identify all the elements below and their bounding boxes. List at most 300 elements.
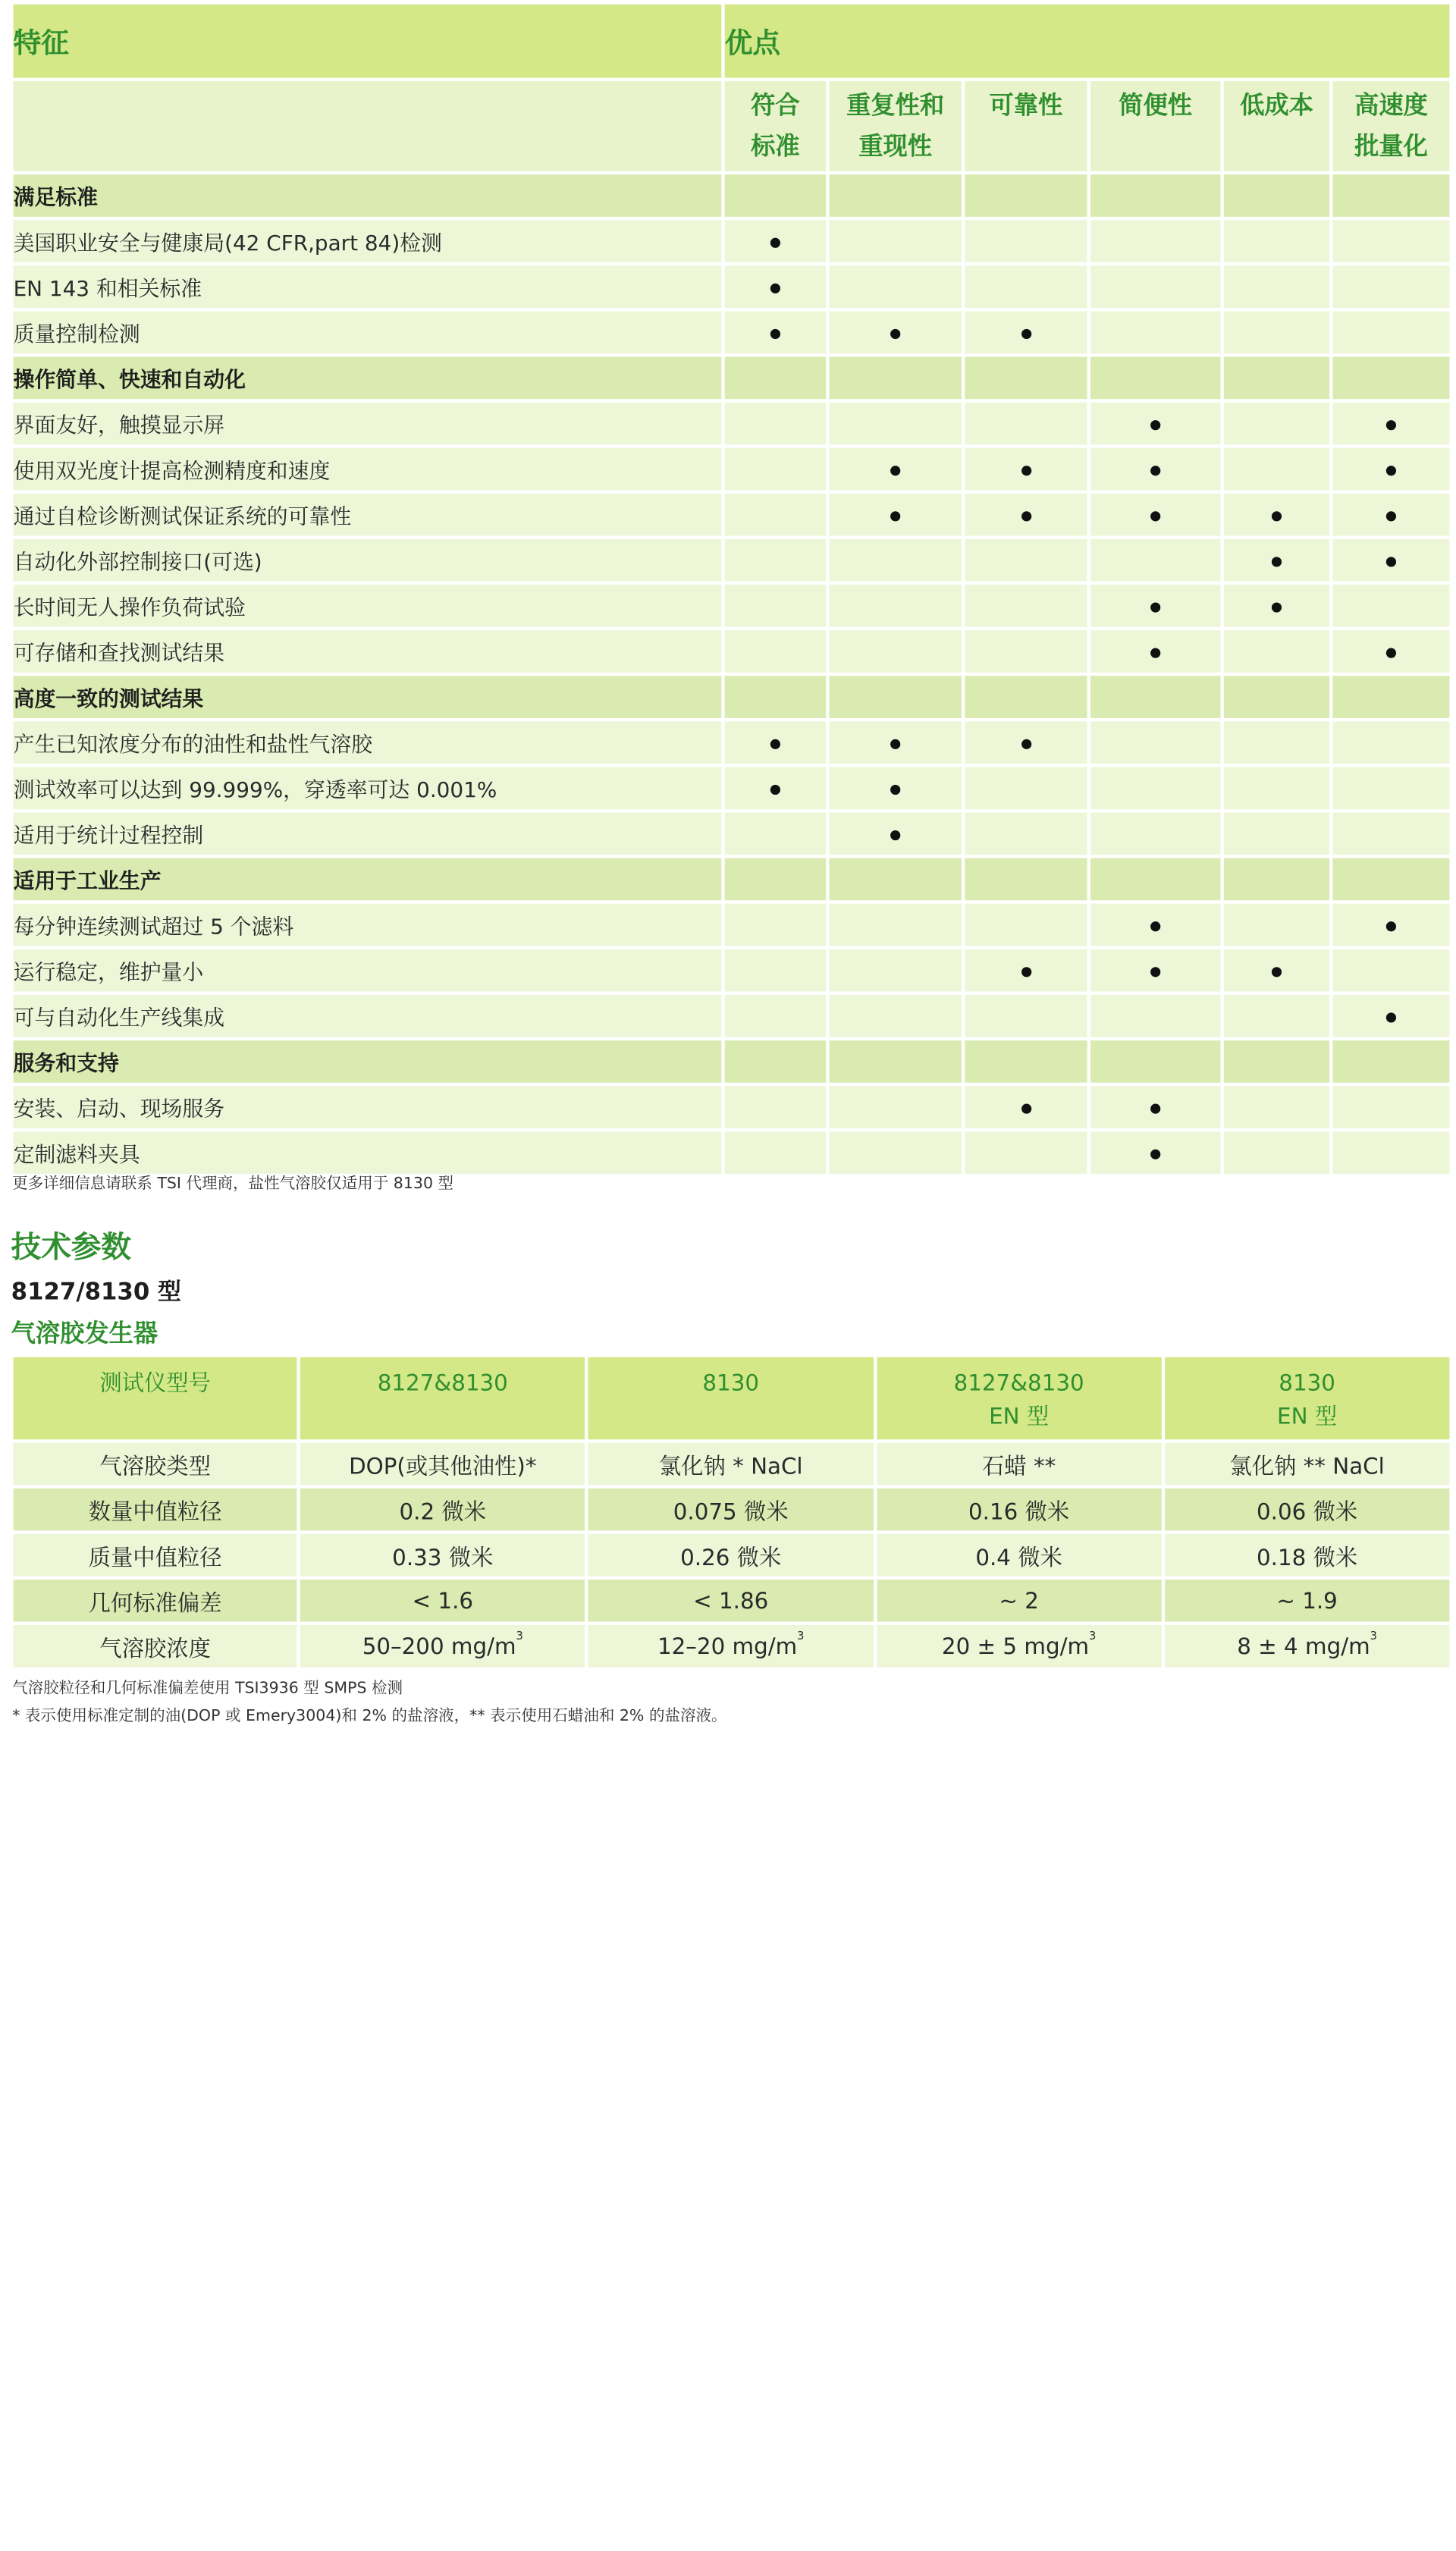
mark-cell [1332, 1086, 1449, 1128]
advantage-header-line: 重复性和 [846, 92, 945, 121]
mark-cell [725, 220, 826, 262]
mark-cell [965, 1040, 1087, 1083]
spec-header-cell [877, 1357, 1162, 1439]
mark-cell [829, 403, 961, 445]
feature-label: 定制滤料夹具 [14, 1131, 722, 1174]
spec-text: 0.075 微米 [673, 1498, 789, 1525]
mark-cell [1224, 1086, 1329, 1128]
mark-cell [1090, 448, 1220, 491]
advantage-header-1 [829, 81, 961, 171]
mark-cell [1224, 539, 1329, 582]
mark-cell [965, 265, 1087, 308]
spec-header-cell [1165, 1357, 1450, 1439]
spec-text: ~ 1.9 [1276, 1587, 1338, 1614]
mark-cell [1090, 630, 1220, 673]
mark-cell [965, 1131, 1087, 1174]
feature-label: 质量控制检测 [14, 311, 722, 353]
mark-cell [1090, 220, 1220, 262]
mark-cell [1090, 721, 1220, 764]
mark-cell [829, 721, 961, 764]
advantage-subheader-row [14, 81, 1450, 171]
bullet-icon [1150, 602, 1160, 612]
bullet-icon [1386, 648, 1396, 657]
mark-cell [829, 630, 961, 673]
spec-value [300, 1489, 585, 1531]
spec-header-line: 测试仪型号 [99, 1369, 211, 1397]
bullet-icon [1150, 921, 1160, 930]
aerosol-generator-title: 气溶胶发生器 [11, 1320, 158, 1349]
bullet-icon [1021, 511, 1031, 521]
mark-cell [1090, 676, 1220, 718]
mark-cell [1090, 858, 1220, 901]
advantage-column-header: 优点 [725, 5, 1450, 78]
feature-row [14, 1131, 1450, 1174]
mark-cell [725, 721, 826, 764]
mark-cell [829, 812, 961, 855]
mark-cell [965, 676, 1087, 718]
mark-cell [725, 858, 826, 901]
feature-row [14, 311, 1450, 353]
spec-row [14, 1580, 1450, 1622]
mark-cell [1332, 904, 1449, 946]
mark-cell [1332, 676, 1449, 718]
bullet-icon [1150, 511, 1160, 521]
mark-cell [965, 767, 1087, 809]
spec-header-line: 8127&8130 [377, 1369, 508, 1397]
mark-cell [1332, 630, 1449, 673]
empty-header-cell [14, 81, 722, 171]
spec-text: < 1.6 [412, 1587, 474, 1614]
bullet-icon [1150, 967, 1160, 977]
mark-cell [1090, 494, 1220, 536]
bullet-icon [1272, 602, 1282, 612]
mark-cell [829, 995, 961, 1037]
mark-cell [1090, 357, 1220, 400]
tech-params-title: 技术参数 [11, 1230, 131, 1266]
mark-cell [725, 995, 826, 1037]
section-label: 操作简单、快速和自动化 [14, 357, 722, 400]
spec-header-cell [300, 1357, 585, 1439]
mark-cell [1332, 174, 1449, 217]
spec-text: ~ 2 [999, 1587, 1039, 1614]
spec-header-cell [14, 1357, 297, 1439]
spec-value [1165, 1443, 1450, 1486]
feature-row [14, 630, 1450, 673]
spec-text: 20 ± 5 mg/m [941, 1633, 1090, 1660]
mark-cell [725, 539, 826, 582]
spec-text: 质量中值粒径 [88, 1543, 222, 1570]
mark-cell [725, 904, 826, 946]
mark-cell [1332, 1040, 1449, 1083]
mark-cell [1224, 949, 1329, 992]
spec-row-label [14, 1443, 297, 1486]
mark-cell [725, 448, 826, 491]
advantage-header-line: 符合 [751, 92, 800, 121]
advantage-header-line: 重现性 [858, 133, 933, 162]
advantage-header-2 [965, 81, 1087, 171]
feature-row [14, 767, 1450, 809]
spec-value [588, 1625, 874, 1668]
mark-cell [1332, 721, 1449, 764]
mark-cell [1332, 767, 1449, 809]
spec-value [1165, 1534, 1450, 1577]
mark-cell [965, 220, 1087, 262]
section-label: 满足标准 [14, 174, 722, 217]
bullet-icon [890, 511, 900, 521]
bullet-icon [1386, 1012, 1396, 1022]
mark-cell [1332, 448, 1449, 491]
mark-cell [1090, 904, 1220, 946]
mark-cell [829, 494, 961, 536]
mark-cell [829, 904, 961, 946]
mark-cell [1224, 630, 1329, 673]
mark-cell [965, 630, 1087, 673]
feature-row [14, 812, 1450, 855]
feature-row [14, 265, 1450, 308]
mark-cell [1224, 448, 1329, 491]
spec-row-label [14, 1580, 297, 1622]
unit-superscript: 3 [797, 1630, 805, 1643]
feature-label: 界面友好，触摸显示屏 [14, 403, 722, 445]
mark-cell [1090, 949, 1220, 992]
mark-cell [725, 630, 826, 673]
spec-value [1165, 1580, 1450, 1622]
contact-note: 更多详细信息请联系 TSI 代理商，盐性气溶胶仅适用于 8130 型 [12, 1175, 454, 1193]
mark-cell [1090, 767, 1220, 809]
spec-text: DOP(或其他油性)* [349, 1452, 537, 1479]
feature-column-header: 特征 [14, 5, 722, 78]
spec-row [14, 1534, 1450, 1577]
spec-header-line: 8130 [1279, 1369, 1335, 1397]
bullet-icon [1150, 419, 1160, 429]
mark-cell [829, 585, 961, 627]
mark-cell [725, 812, 826, 855]
unit-superscript: 3 [1370, 1630, 1377, 1643]
mark-cell [829, 676, 961, 718]
mark-cell [1332, 539, 1449, 582]
feature-row [14, 494, 1450, 536]
advantage-header-0 [725, 81, 826, 171]
mark-cell [725, 357, 826, 400]
mark-cell [1224, 403, 1329, 445]
mark-cell [1332, 585, 1449, 627]
spec-value [300, 1580, 585, 1622]
mark-cell [725, 585, 826, 627]
spec-text: 0.06 微米 [1256, 1498, 1358, 1525]
mark-cell [965, 1086, 1087, 1128]
mark-cell [725, 676, 826, 718]
feature-row [14, 220, 1450, 262]
mark-cell [1090, 403, 1220, 445]
mark-cell [1224, 265, 1329, 308]
spec-row-label [14, 1534, 297, 1577]
advantage-header-3 [1090, 81, 1220, 171]
mark-cell [829, 265, 961, 308]
advantage-header-4 [1224, 81, 1329, 171]
spec-header-line: EN 型 [989, 1402, 1050, 1430]
mark-cell [965, 539, 1087, 582]
feature-row [14, 721, 1450, 764]
feature-label: 通过自检诊断测试保证系统的可靠性 [14, 494, 722, 536]
advantage-header-line: 可靠性 [989, 92, 1063, 121]
feature-row [14, 448, 1450, 491]
bullet-icon [890, 328, 900, 338]
feature-label: 可与自动化生产线集成 [14, 995, 722, 1037]
bullet-icon [890, 830, 900, 839]
spec-value [877, 1580, 1162, 1622]
bullet-icon [1150, 648, 1160, 657]
mark-cell [965, 812, 1087, 855]
mark-cell [829, 1086, 961, 1128]
mark-cell [725, 1131, 826, 1174]
mark-cell [1224, 494, 1329, 536]
measurement-note: 气溶胶粒径和几何标准偏差使用 TSI3936 型 SMPS 检测 [12, 1679, 403, 1698]
mark-cell [1090, 311, 1220, 353]
mark-cell [1224, 676, 1329, 718]
feature-label: 运行稳定，维护量小 [14, 949, 722, 992]
advantage-header-5 [1332, 81, 1449, 171]
mark-cell [1332, 220, 1449, 262]
mark-cell [829, 858, 961, 901]
mark-cell [829, 767, 961, 809]
mark-cell [1332, 311, 1449, 353]
spec-text: 0.33 微米 [392, 1543, 494, 1570]
section-row [14, 676, 1450, 718]
mark-cell [1090, 539, 1220, 582]
spec-text: 0.26 微米 [680, 1543, 782, 1570]
spec-text: 0.16 微米 [968, 1498, 1070, 1525]
mark-cell [965, 995, 1087, 1037]
feature-label: EN 143 和相关标准 [14, 265, 722, 308]
bullet-icon [1150, 1149, 1160, 1159]
bullet-icon [1021, 967, 1031, 977]
advantage-header-line: 标准 [751, 133, 800, 162]
bullet-icon [770, 784, 780, 794]
advantage-header-line: 高速度 [1354, 92, 1428, 121]
spec-text: 气溶胶类型 [99, 1452, 211, 1479]
mark-cell [1224, 174, 1329, 217]
mark-cell [1224, 1040, 1329, 1083]
mark-cell [829, 1040, 961, 1083]
mark-cell [1090, 585, 1220, 627]
features-table [10, 1, 1453, 1177]
spec-header-cell [588, 1357, 874, 1439]
mark-cell [725, 174, 826, 217]
mark-cell [829, 539, 961, 582]
spec-text: 12–20 mg/m [657, 1633, 798, 1660]
section-label: 服务和支持 [14, 1040, 722, 1083]
mark-cell [1090, 174, 1220, 217]
spec-text: < 1.86 [693, 1587, 769, 1614]
feature-label: 适用于统计过程控制 [14, 812, 722, 855]
bullet-icon [770, 739, 780, 748]
spec-value [588, 1443, 874, 1486]
advantage-header-line: 批量化 [1354, 133, 1428, 162]
unit-superscript: 3 [1089, 1630, 1097, 1643]
bullet-icon [1150, 465, 1160, 475]
bullet-icon [1021, 465, 1031, 475]
spec-header-line: 8127&8130 [953, 1369, 1084, 1397]
mark-cell [829, 949, 961, 992]
advantage-header-line: 低成本 [1240, 92, 1313, 121]
mark-cell [1224, 767, 1329, 809]
mark-cell [965, 494, 1087, 536]
spec-row-label [14, 1625, 297, 1668]
model-title: 8127/8130 型 [11, 1278, 181, 1305]
spec-table [10, 1354, 1453, 1671]
bullet-icon [770, 237, 780, 247]
mark-cell [1332, 995, 1449, 1037]
mark-cell [829, 357, 961, 400]
bullet-icon [770, 283, 780, 293]
feature-label: 自动化外部控制接口(可选) [14, 539, 722, 582]
mark-cell [1332, 357, 1449, 400]
feature-label: 产生已知浓度分布的油性和盐性气溶胶 [14, 721, 722, 764]
spec-text: 50–200 mg/m [362, 1633, 516, 1660]
spec-text: 石蜡 ** [981, 1452, 1056, 1479]
spec-header-row [14, 1357, 1450, 1439]
spec-text: 0.18 微米 [1256, 1543, 1358, 1570]
mark-cell [965, 721, 1087, 764]
feature-label: 安装、启动、现场服务 [14, 1086, 722, 1128]
feature-row [14, 585, 1450, 627]
spec-value [877, 1534, 1162, 1577]
mark-cell [1224, 1131, 1329, 1174]
mark-cell [725, 265, 826, 308]
mark-cell [1224, 858, 1329, 901]
mark-cell [725, 403, 826, 445]
spec-text: 氯化钠 * NaCl [658, 1452, 803, 1479]
bullet-icon [1021, 1103, 1031, 1113]
spec-row [14, 1443, 1450, 1486]
mark-cell [725, 1040, 826, 1083]
mark-cell [965, 904, 1087, 946]
mark-cell [1224, 721, 1329, 764]
spec-value [877, 1489, 1162, 1531]
bullet-icon [1272, 511, 1282, 521]
mark-cell [725, 767, 826, 809]
spec-value [877, 1625, 1162, 1668]
mark-cell [1332, 265, 1449, 308]
section-row [14, 858, 1450, 901]
spec-value [300, 1625, 585, 1668]
feature-row [14, 949, 1450, 992]
mark-cell [965, 858, 1087, 901]
mark-cell [1224, 995, 1329, 1037]
bullet-icon [890, 465, 900, 475]
spec-text: 8 ± 4 mg/m [1237, 1633, 1370, 1660]
feature-label: 长时间无人操作负荷试验 [14, 585, 722, 627]
section-row [14, 357, 1450, 400]
spec-row [14, 1625, 1450, 1668]
mark-cell [965, 174, 1087, 217]
spec-row [14, 1489, 1450, 1531]
mark-cell [1090, 265, 1220, 308]
section-row [14, 1040, 1450, 1083]
spec-value [300, 1443, 585, 1486]
mark-cell [829, 311, 961, 353]
mark-cell [1090, 995, 1220, 1037]
feature-label: 可存储和查找测试结果 [14, 630, 722, 673]
mark-cell [829, 174, 961, 217]
spec-header-line: EN 型 [1277, 1402, 1338, 1430]
bullet-icon [1386, 511, 1396, 521]
mark-cell [1090, 1040, 1220, 1083]
bullet-icon [1021, 328, 1031, 338]
mark-cell [725, 494, 826, 536]
feature-row [14, 539, 1450, 582]
feature-label: 使用双光度计提高检测精度和速度 [14, 448, 722, 491]
bullet-icon [1021, 739, 1031, 748]
bullet-icon [770, 328, 780, 338]
bullet-icon [1272, 967, 1282, 977]
mark-cell [829, 1131, 961, 1174]
mark-cell [965, 311, 1087, 353]
feature-label: 美国职业安全与健康局(42 CFR,part 84)检测 [14, 220, 722, 262]
bullet-icon [1150, 1103, 1160, 1113]
bullet-icon [1272, 557, 1282, 566]
feature-row [14, 904, 1450, 946]
spec-text: 0.4 微米 [975, 1543, 1062, 1570]
spec-value [588, 1580, 874, 1622]
mark-cell [965, 357, 1087, 400]
mark-cell [1090, 812, 1220, 855]
bullet-icon [1386, 419, 1396, 429]
section-label: 高度一致的测试结果 [14, 676, 722, 718]
mark-cell [1224, 220, 1329, 262]
spec-text: 气溶胶浓度 [99, 1634, 211, 1661]
spec-value [588, 1489, 874, 1531]
mark-cell [1224, 904, 1329, 946]
mark-cell [1224, 357, 1329, 400]
section-row [14, 174, 1450, 217]
feature-row [14, 403, 1450, 445]
mark-cell [725, 1086, 826, 1128]
spec-value [1165, 1625, 1450, 1668]
section-label: 适用于工业生产 [14, 858, 722, 901]
bullet-icon [1386, 465, 1396, 475]
advantage-header-line: 简便性 [1119, 92, 1193, 121]
mark-cell [829, 448, 961, 491]
mark-cell [1090, 1131, 1220, 1174]
mark-cell [1090, 1086, 1220, 1128]
feature-label: 每分钟连续测试超过 5 个滤料 [14, 904, 722, 946]
mark-cell [725, 311, 826, 353]
unit-superscript: 3 [516, 1630, 523, 1643]
mark-cell [829, 220, 961, 262]
mark-cell [1332, 1131, 1449, 1174]
footnote: * 表示使用标准定制的油(DOP 或 Emery3004)和 2% 的盐溶液，** 表示使用石蜡油和 2% 的盐溶液。 [12, 1707, 727, 1725]
spec-value [877, 1443, 1162, 1486]
feature-row [14, 995, 1450, 1037]
mark-cell [1332, 494, 1449, 536]
feature-row [14, 1086, 1450, 1128]
mark-cell [1332, 812, 1449, 855]
mark-cell [965, 585, 1087, 627]
spec-value [1165, 1489, 1450, 1531]
spec-value [588, 1534, 874, 1577]
mark-cell [1224, 812, 1329, 855]
mark-cell [965, 949, 1087, 992]
features-header-row [14, 5, 1450, 78]
spec-text: 数量中值粒径 [88, 1498, 222, 1525]
bullet-icon [1386, 557, 1396, 566]
spec-text: 氯化钠 ** NaCl [1229, 1452, 1385, 1479]
mark-cell [1332, 403, 1449, 445]
mark-cell [725, 949, 826, 992]
spec-value [300, 1534, 585, 1577]
bullet-icon [1386, 921, 1396, 930]
